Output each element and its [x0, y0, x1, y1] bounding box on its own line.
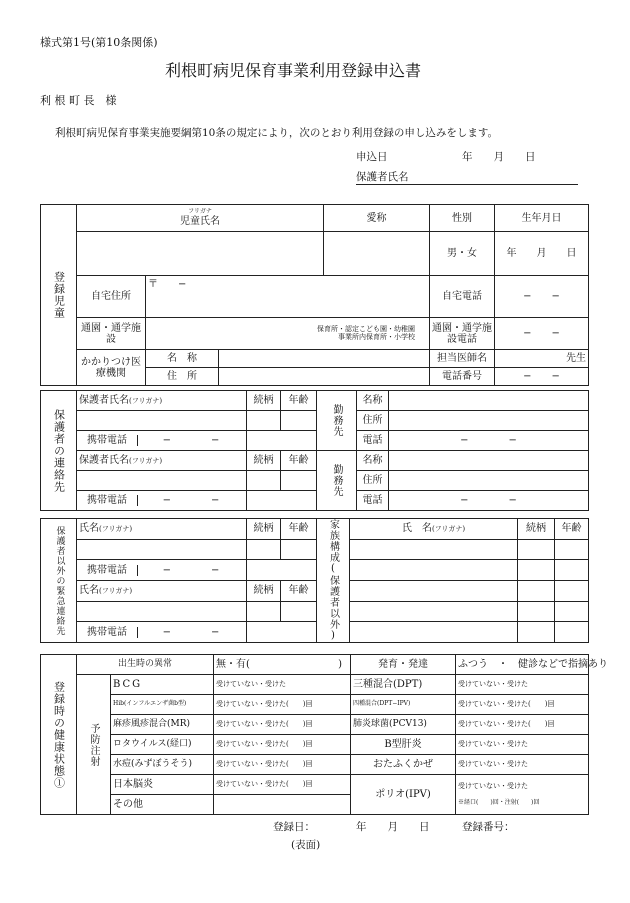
- guardian2-work-tel-label: 電話: [357, 491, 389, 511]
- furigana-note: (フリガナ): [129, 457, 163, 465]
- guardian1-mobile[interactable]: [77, 431, 247, 451]
- vaccine-right-1-status[interactable]: 受けていない・受けた: [456, 675, 589, 695]
- family-name-header: [350, 519, 518, 540]
- guardian1-relation-field[interactable]: [247, 411, 281, 431]
- guardian2-relation-field[interactable]: [247, 471, 281, 491]
- emergency1-mobile-extra[interactable]: [247, 560, 317, 581]
- guardian2-name-label: [77, 451, 247, 471]
- apply-date-value: 年 月 日: [462, 151, 536, 163]
- emergency1-mobile[interactable]: [77, 560, 247, 581]
- guardian2-work-name-label: 名称: [357, 451, 389, 471]
- emergency2-name-field[interactable]: [77, 601, 247, 622]
- family-age-2[interactable]: [555, 560, 589, 581]
- vaccine-left-1-status[interactable]: 受けていない・受けた: [214, 675, 351, 695]
- furigana-note: (フリガナ): [99, 587, 133, 596]
- address-label: 自宅住所: [77, 276, 146, 318]
- register-date-value: 年 月 日: [356, 821, 430, 833]
- family-name-text: 氏 名: [401, 523, 432, 535]
- vaccine-left-6-status[interactable]: 受けていない・受けた( )回: [214, 775, 351, 795]
- guardian2-work-tel-field[interactable]: − −: [389, 491, 589, 511]
- emergency1-relation-label: 続柄: [247, 519, 281, 540]
- guardian-signature-label: 保護者氏名: [356, 171, 409, 183]
- register-number-label: 登録番号：: [462, 821, 515, 833]
- clinic-tel-label: 電話番号: [430, 368, 495, 386]
- home-phone-label: 自宅電話: [430, 276, 495, 318]
- vaccine-right-3-status[interactable]: 受けていない・受けた( )回: [456, 715, 589, 735]
- vaccine-left-1: BCG: [111, 675, 214, 695]
- family-relation-1[interactable]: [518, 539, 555, 560]
- clinic-address-label: 住 所: [146, 368, 219, 386]
- facility-phone-field[interactable]: − −: [495, 318, 589, 350]
- intro-text: 利根町病児保育事業実施要綱第10条の規定により，次のとおり利用登録の申し込みをします。: [55, 127, 499, 139]
- front-side-label: (表面): [291, 839, 321, 851]
- vaccine-left-2: Hib(インフルエンザ菌b型): [111, 695, 214, 715]
- emergency2-age-label: 年齢: [281, 580, 317, 601]
- vaccine-right-3: 肺炎球菌(PCV13): [351, 715, 456, 735]
- vaccine-left-4-status[interactable]: 受けていない・受けた( )回: [214, 735, 351, 755]
- address-field[interactable]: [146, 276, 430, 318]
- guardian-signature-line[interactable]: [356, 184, 578, 185]
- guardian-name-text: 保護者氏名: [79, 455, 129, 466]
- guardian1-work-addr-label: 住所: [357, 411, 389, 431]
- vaccine-left-7: その他: [111, 795, 214, 815]
- vaccine-left-3: 麻疹風疹混合(MR): [111, 715, 214, 735]
- guardian1-name-field[interactable]: [77, 411, 247, 431]
- facility-types-2: 事業所内保育所・小学校: [338, 332, 415, 341]
- nickname-field[interactable]: [324, 232, 430, 276]
- mobile-label: 携帯電話: [77, 565, 138, 576]
- emergency1-name-field[interactable]: [77, 539, 247, 560]
- family-row-5[interactable]: [350, 622, 518, 643]
- family-section-label: [317, 519, 350, 643]
- vaccine-left-5-status[interactable]: 受けていない・受けた( )回: [214, 755, 351, 775]
- family-row-2[interactable]: [350, 560, 518, 581]
- guardian-table: [40, 390, 589, 511]
- emergency1-relation-field[interactable]: [247, 539, 281, 560]
- mobile-dash: − −: [162, 435, 220, 446]
- emergency1-age-label: 年齢: [281, 519, 317, 540]
- birth-abnormality-field[interactable]: [214, 655, 351, 675]
- emergency-table: [40, 518, 589, 643]
- family-relation-3[interactable]: [518, 580, 555, 601]
- family-row-3[interactable]: [350, 580, 518, 601]
- development-field[interactable]: ふつう ・ 健診などで指摘あり: [456, 655, 589, 675]
- furigana-note: (フリガナ): [129, 397, 163, 405]
- family-age-3[interactable]: [555, 580, 589, 601]
- family-row-1[interactable]: [350, 539, 518, 560]
- family-age-5[interactable]: [555, 622, 589, 643]
- vaccine-right-4-status[interactable]: 受けていない・受けた: [456, 735, 589, 755]
- guardian1-work-label: 勤務先: [317, 391, 357, 451]
- register-date-label: 登録日：: [273, 821, 315, 833]
- emergency-section-label: 保護者以外の緊急連絡先: [41, 519, 77, 643]
- furigana-label: フリガナ: [188, 208, 212, 216]
- furigana-note: (フリガナ): [431, 525, 466, 534]
- doctor-label: 担当医師名: [430, 350, 495, 368]
- guardian1-work-name-field[interactable]: [389, 391, 589, 411]
- health-section-label: 登録時の健康状態①: [41, 655, 77, 815]
- mobile-label: 携帯電話: [77, 435, 138, 446]
- furigana-note: (フリガナ): [99, 525, 133, 534]
- family-relation-4[interactable]: [518, 601, 555, 622]
- vaccine-left-7-status[interactable]: [214, 795, 351, 815]
- guardian1-work-tel-label: 電話: [357, 431, 389, 451]
- guardian2-mobile[interactable]: [77, 491, 247, 511]
- paren-close: ): [338, 659, 343, 670]
- facility-phone-label: 通園・通学施設電話: [430, 318, 495, 350]
- vaccine-left-4: ロタウイルス(経口): [111, 735, 214, 755]
- guardian2-mobile-extra[interactable]: [247, 491, 317, 511]
- child-name-label: 児童氏名: [180, 215, 220, 227]
- form-number: 様式第1号(第10条関係): [40, 36, 158, 49]
- mobile-label: 携帯電話: [77, 495, 138, 506]
- page-title: 利根町病児保育事業利用登録申込書: [165, 61, 422, 80]
- development-label: 発育・発達: [351, 655, 456, 675]
- vaccine-right-1: 三種混合(DPT): [351, 675, 456, 695]
- apply-date-label: 申込日: [356, 151, 388, 163]
- vaccine-left-5: 水痘(みずぼうそう): [111, 755, 214, 775]
- child-name-field[interactable]: [77, 232, 324, 276]
- emergency2-relation-label: 続柄: [247, 580, 281, 601]
- sex-label: 性別: [430, 205, 495, 232]
- emergency2-mobile-extra[interactable]: [247, 622, 317, 643]
- family-relation-5[interactable]: [518, 622, 555, 643]
- vaccine-right-2-status[interactable]: 受けていない・受けた( )回: [456, 695, 589, 715]
- guardian2-work-name-field[interactable]: [389, 451, 589, 471]
- mobile-dash: − −: [162, 564, 220, 576]
- guardian1-relation-label: 続柄: [247, 391, 281, 411]
- child-section-label: 登録児童: [41, 205, 77, 386]
- postal-code: 〒 −: [148, 279, 187, 290]
- clinic-address-field[interactable]: [219, 368, 430, 386]
- family-note: (保護者以外): [327, 563, 339, 642]
- sex-field[interactable]: 男・女: [430, 232, 495, 276]
- guardian-name-text: 保護者氏名: [79, 395, 129, 406]
- emergency-name-text: 氏名: [79, 523, 99, 535]
- emergency1-name-label: [77, 519, 247, 540]
- health-table: [40, 654, 609, 815]
- vaccine-right-2: 四種混合(DPT−IPV): [351, 695, 456, 715]
- vaccine-left-3-status[interactable]: 受けていない・受けた( )回: [214, 715, 351, 735]
- family-age-header: 年齢: [555, 519, 589, 540]
- emergency2-mobile[interactable]: [77, 622, 247, 643]
- family-relation-header: 続柄: [518, 519, 555, 540]
- nickname-label: 愛称: [324, 205, 430, 232]
- polio-note: ※経口( )回・注射( )回: [458, 798, 540, 806]
- vaccine-right-4: B型肝炎: [351, 735, 456, 755]
- facility-label: 通園・通学施設: [77, 318, 146, 350]
- family-row-4[interactable]: [350, 601, 518, 622]
- child-table: [40, 204, 589, 386]
- emergency1-age-field[interactable]: [281, 539, 317, 560]
- clinic-name-field[interactable]: [219, 350, 430, 368]
- doctor-field[interactable]: 先生: [495, 350, 589, 368]
- child-name-header: [77, 205, 324, 232]
- mobile-dash: − −: [162, 495, 220, 506]
- guardian1-work-name-label: 名称: [357, 391, 389, 411]
- vaccine-label: 予防注射: [77, 675, 111, 815]
- family-relation-2[interactable]: [518, 560, 555, 581]
- mobile-dash: − −: [162, 626, 220, 638]
- vaccine-left-6: 日本脳炎: [111, 775, 214, 795]
- guardian1-age-field[interactable]: [281, 411, 317, 431]
- vaccine-right-5: おたふくかぜ: [351, 755, 456, 775]
- guardian2-work-label: 勤務先: [317, 451, 357, 511]
- guardian2-name-field[interactable]: [77, 471, 247, 491]
- guardian-section-label: 保護者の連絡先: [41, 391, 77, 511]
- vaccine-right-6: ポリオ(IPV): [351, 775, 456, 815]
- addressee: 利 根 町 長 様: [40, 94, 117, 107]
- family-age-1[interactable]: [555, 539, 589, 560]
- emergency2-age-field[interactable]: [281, 601, 317, 622]
- guardian2-age-field[interactable]: [281, 471, 317, 491]
- dob-field[interactable]: 年 月 日: [495, 232, 589, 276]
- emergency2-name-label: [77, 580, 247, 601]
- guardian2-work-addr-label: 住所: [357, 471, 389, 491]
- guardian1-name-label: [77, 391, 247, 411]
- vaccine-right-5-status[interactable]: 受けていない・受けた: [456, 755, 589, 775]
- guardian2-relation-label: 続柄: [247, 451, 281, 471]
- dob-label: 生年月日: [495, 205, 589, 232]
- clinic-tel-field[interactable]: − −: [495, 368, 589, 386]
- home-phone-field[interactable]: − −: [495, 276, 589, 318]
- clinic-label: かかりつけ医療機関: [77, 350, 146, 386]
- family-label: 家族構成: [327, 519, 339, 563]
- guardian1-work-tel-field[interactable]: − −: [389, 431, 589, 451]
- family-age-4[interactable]: [555, 601, 589, 622]
- polio-status: 受けていない・受けた: [458, 781, 529, 790]
- emergency-name-text: 氏名: [79, 585, 99, 597]
- mobile-label: 携帯電話: [77, 627, 138, 638]
- guardian1-age-label: 年齢: [281, 391, 317, 411]
- guardian1-mobile-extra[interactable]: [247, 431, 317, 451]
- birth-abnormality-label: 出生時の異常: [77, 655, 214, 675]
- guardian2-age-label: 年齢: [281, 451, 317, 471]
- vaccine-right-6-status[interactable]: [456, 775, 589, 815]
- clinic-name-label: 名 称: [146, 350, 219, 368]
- guardian2-work-addr-field[interactable]: [389, 471, 589, 491]
- vaccine-left-2-status[interactable]: 受けていない・受けた( )回: [214, 695, 351, 715]
- facility-types: 保育所・認定こども園・幼稚園: [317, 324, 415, 333]
- facility-field[interactable]: [146, 318, 430, 350]
- birth-value: 無・有(: [216, 659, 250, 670]
- emergency2-relation-field[interactable]: [247, 601, 281, 622]
- guardian1-work-addr-field[interactable]: [389, 411, 589, 431]
